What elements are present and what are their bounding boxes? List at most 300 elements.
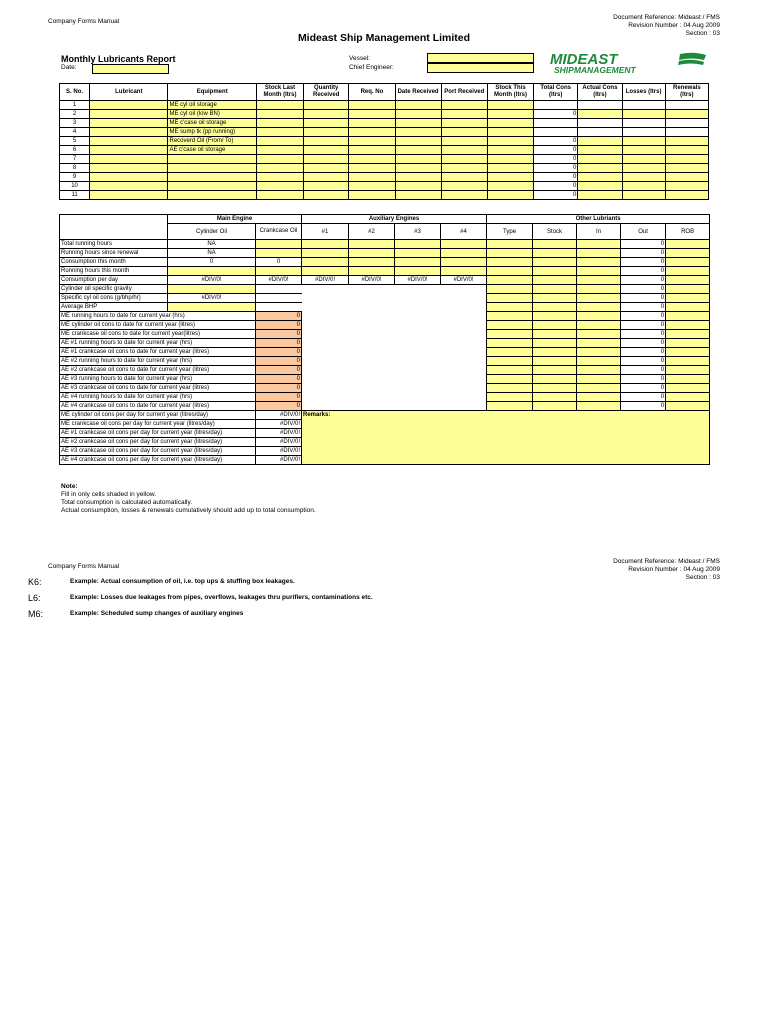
other-lube-input-cell[interactable] bbox=[533, 339, 577, 348]
input-cell[interactable] bbox=[665, 137, 708, 146]
input-cell[interactable] bbox=[395, 155, 441, 164]
ytd-value-cell: 0 bbox=[256, 348, 302, 357]
out-value-cell: 0 bbox=[621, 294, 666, 303]
crankcase-oil-cell: #DIV/0! bbox=[256, 276, 302, 285]
input-cell[interactable] bbox=[487, 101, 533, 110]
row-label: ME crankcase oil cons per day for current year (litres/day) bbox=[60, 420, 256, 429]
input-cell[interactable] bbox=[578, 110, 622, 119]
other-lube-input-cell[interactable] bbox=[487, 240, 533, 249]
table-row bbox=[60, 146, 709, 155]
other-lube-input-cell[interactable] bbox=[487, 285, 533, 294]
input-cell[interactable] bbox=[622, 146, 665, 155]
input-cell[interactable] bbox=[256, 182, 303, 191]
table-row bbox=[60, 119, 709, 128]
blank-cell bbox=[302, 303, 487, 312]
table-row bbox=[60, 164, 709, 173]
row-label: AE #1 running hours to date for current year (hrs) bbox=[60, 339, 256, 348]
table-row bbox=[60, 137, 709, 146]
remarks-field[interactable] bbox=[302, 411, 710, 465]
aux-engine-cell[interactable] bbox=[302, 240, 349, 249]
equipment-cell[interactable] bbox=[168, 182, 256, 191]
rob-input-cell[interactable] bbox=[666, 267, 710, 276]
input-cell[interactable] bbox=[665, 110, 708, 119]
equipment-cell[interactable]: ME cyl oil (low BN) bbox=[168, 110, 256, 119]
input-cell[interactable] bbox=[304, 137, 349, 146]
aux-engine-cell[interactable] bbox=[302, 249, 349, 258]
rob-input-cell[interactable] bbox=[666, 285, 710, 294]
input-cell[interactable] bbox=[395, 191, 441, 200]
lubricant-cell[interactable] bbox=[90, 128, 168, 137]
input-cell[interactable] bbox=[441, 173, 487, 182]
lubricant-cell[interactable] bbox=[90, 146, 168, 155]
out-value-cell: 0 bbox=[621, 249, 666, 258]
input-cell[interactable] bbox=[665, 173, 708, 182]
other-lube-input-cell[interactable] bbox=[533, 366, 577, 375]
rob-input-cell[interactable] bbox=[666, 375, 710, 384]
cylinder-oil-cell[interactable] bbox=[168, 285, 256, 294]
rob-input-cell[interactable] bbox=[666, 402, 710, 411]
per-day-value-cell: #DIV/0! bbox=[256, 438, 302, 447]
other-lube-input-cell[interactable] bbox=[577, 321, 621, 330]
rob-input-cell[interactable] bbox=[666, 339, 710, 348]
equipment-cell[interactable] bbox=[168, 164, 256, 173]
input-cell[interactable] bbox=[578, 173, 622, 182]
mideast-logo bbox=[548, 51, 708, 75]
aux-engine-cell[interactable] bbox=[441, 240, 487, 249]
input-cell[interactable] bbox=[622, 137, 665, 146]
out-value-cell: 0 bbox=[621, 348, 666, 357]
total-cons-cell bbox=[534, 119, 578, 128]
input-cell[interactable] bbox=[487, 110, 533, 119]
equipment-cell[interactable]: AE c'case oil storage bbox=[168, 146, 256, 155]
lube-col-header: Renewals (ltrs) bbox=[665, 84, 708, 101]
blank-cell bbox=[302, 402, 487, 411]
crankcase-oil-cell bbox=[256, 285, 302, 294]
serial-number-cell: 8 bbox=[60, 164, 90, 173]
aux-engine-cell: #DIV/0! bbox=[349, 276, 395, 285]
blank-cell bbox=[302, 294, 487, 303]
input-cell[interactable] bbox=[441, 191, 487, 200]
other-lube-input-cell[interactable] bbox=[533, 294, 577, 303]
input-cell[interactable] bbox=[304, 173, 349, 182]
crankcase-oil-header: Crankcase Oil bbox=[256, 224, 302, 240]
aux-engine-cell: #DIV/0! bbox=[395, 276, 441, 285]
other-lube-input-cell[interactable] bbox=[577, 384, 621, 393]
blank-cell bbox=[302, 321, 487, 330]
consumption-sub-header bbox=[60, 224, 710, 240]
table-row bbox=[60, 155, 709, 164]
aux-engine-cell[interactable] bbox=[302, 258, 349, 267]
other-lube-input-cell[interactable] bbox=[487, 258, 533, 267]
input-cell[interactable] bbox=[665, 146, 708, 155]
input-cell[interactable] bbox=[349, 128, 395, 137]
other-lube-input-cell[interactable] bbox=[487, 267, 533, 276]
document-reference bbox=[500, 14, 720, 37]
input-cell[interactable] bbox=[622, 182, 665, 191]
input-cell[interactable] bbox=[256, 119, 303, 128]
vessel-field[interactable] bbox=[427, 53, 534, 63]
lube-col-header: Lubricant bbox=[90, 84, 168, 101]
lubricant-cell[interactable] bbox=[90, 101, 168, 110]
rob-input-cell[interactable] bbox=[666, 330, 710, 339]
input-cell[interactable] bbox=[487, 128, 533, 137]
input-cell[interactable] bbox=[487, 164, 533, 173]
input-cell[interactable] bbox=[395, 137, 441, 146]
other-lube-input-cell[interactable] bbox=[487, 312, 533, 321]
other-lube-input-cell[interactable] bbox=[487, 249, 533, 258]
table-row bbox=[60, 173, 709, 182]
input-cell[interactable] bbox=[395, 110, 441, 119]
other-lube-input-cell[interactable] bbox=[533, 330, 577, 339]
other-lube-input-cell[interactable] bbox=[487, 375, 533, 384]
date-label: Date: bbox=[61, 64, 77, 71]
input-cell[interactable] bbox=[487, 119, 533, 128]
total-cons-cell: 0 bbox=[534, 110, 578, 119]
input-cell[interactable] bbox=[304, 110, 349, 119]
input-cell[interactable] bbox=[256, 173, 303, 182]
crankcase-oil-cell[interactable] bbox=[256, 249, 302, 258]
other-lube-input-cell[interactable] bbox=[533, 321, 577, 330]
other-lube-input-cell[interactable] bbox=[533, 402, 577, 411]
input-cell[interactable] bbox=[487, 191, 533, 200]
other-lube-input-cell[interactable] bbox=[533, 285, 577, 294]
out-value-cell: 0 bbox=[621, 402, 666, 411]
input-cell[interactable] bbox=[349, 182, 395, 191]
aux-engine-cell[interactable] bbox=[395, 267, 441, 276]
blank-cell bbox=[302, 375, 487, 384]
other-lube-input-cell[interactable] bbox=[487, 384, 533, 393]
input-cell[interactable] bbox=[441, 110, 487, 119]
input-cell[interactable] bbox=[578, 137, 622, 146]
chief-engineer-field[interactable] bbox=[427, 63, 534, 73]
input-cell[interactable] bbox=[304, 101, 349, 110]
ytd-value-cell: 0 bbox=[256, 312, 302, 321]
aux-engine-cell[interactable] bbox=[349, 249, 395, 258]
example-code: L6: bbox=[28, 593, 41, 603]
other-lube-input-cell[interactable] bbox=[487, 366, 533, 375]
other-lube-input-cell[interactable] bbox=[487, 330, 533, 339]
ae1-header: #1 bbox=[302, 224, 349, 240]
rob-input-cell[interactable] bbox=[666, 384, 710, 393]
doc-reference-text: Document Reference: Mideast / FMS bbox=[613, 14, 720, 21]
crankcase-oil-cell[interactable] bbox=[256, 240, 302, 249]
input-cell[interactable] bbox=[256, 101, 303, 110]
input-cell[interactable] bbox=[395, 119, 441, 128]
aux-engine-cell[interactable] bbox=[302, 267, 349, 276]
ae2-header: #2 bbox=[349, 224, 395, 240]
input-cell[interactable] bbox=[578, 164, 622, 173]
other-lube-input-cell[interactable] bbox=[533, 348, 577, 357]
in-header: In bbox=[577, 224, 621, 240]
lubricant-cell[interactable] bbox=[90, 164, 168, 173]
other-lube-input-cell[interactable] bbox=[577, 366, 621, 375]
input-cell[interactable] bbox=[487, 146, 533, 155]
other-lube-input-cell[interactable] bbox=[577, 258, 621, 267]
other-lube-input-cell[interactable] bbox=[533, 375, 577, 384]
lubricant-cell[interactable] bbox=[90, 173, 168, 182]
input-cell[interactable] bbox=[349, 119, 395, 128]
rob-input-cell[interactable] bbox=[666, 276, 710, 285]
input-cell[interactable] bbox=[665, 191, 708, 200]
total-cons-cell: 0 bbox=[534, 155, 578, 164]
input-cell[interactable] bbox=[395, 146, 441, 155]
input-cell[interactable] bbox=[304, 155, 349, 164]
input-cell[interactable] bbox=[665, 182, 708, 191]
input-cell[interactable] bbox=[441, 155, 487, 164]
total-cons-cell bbox=[534, 101, 578, 110]
blank-cell bbox=[60, 215, 168, 224]
aux-engine-cell[interactable] bbox=[395, 240, 441, 249]
lubricant-cell[interactable] bbox=[90, 191, 168, 200]
input-cell[interactable] bbox=[622, 173, 665, 182]
other-lube-input-cell[interactable] bbox=[577, 303, 621, 312]
ytd-value-cell: 0 bbox=[256, 330, 302, 339]
lubricant-cell[interactable] bbox=[90, 137, 168, 146]
other-lube-input-cell[interactable] bbox=[577, 339, 621, 348]
input-cell[interactable] bbox=[349, 137, 395, 146]
input-cell[interactable] bbox=[622, 164, 665, 173]
other-lube-input-cell[interactable] bbox=[533, 384, 577, 393]
input-cell[interactable] bbox=[441, 137, 487, 146]
ae3-header: #3 bbox=[395, 224, 441, 240]
serial-number-cell: 5 bbox=[60, 137, 90, 146]
input-cell[interactable] bbox=[395, 182, 441, 191]
blank-cell bbox=[302, 393, 487, 402]
equipment-cell[interactable]: ME cyl oil storage bbox=[168, 101, 256, 110]
input-cell[interactable] bbox=[349, 146, 395, 155]
other-lube-input-cell[interactable] bbox=[577, 393, 621, 402]
other-lube-input-cell[interactable] bbox=[577, 375, 621, 384]
other-lube-input-cell[interactable] bbox=[577, 330, 621, 339]
rob-input-cell[interactable] bbox=[666, 393, 710, 402]
equipment-cell[interactable] bbox=[168, 155, 256, 164]
crankcase-oil-cell bbox=[256, 303, 302, 312]
vessel-label: Vessel: bbox=[349, 55, 370, 62]
ytd-value-cell: 0 bbox=[256, 393, 302, 402]
other-lube-input-cell[interactable] bbox=[533, 357, 577, 366]
row-label: AE #2 running hours to date for current year (hrs) bbox=[60, 357, 256, 366]
cylinder-oil-header: Cylinder Oil bbox=[168, 224, 256, 240]
equipment-cell[interactable]: Recoverd Oil (From/ To) bbox=[168, 137, 256, 146]
aux-engine-cell[interactable] bbox=[349, 258, 395, 267]
other-lube-input-cell[interactable] bbox=[533, 393, 577, 402]
serial-number-cell: 9 bbox=[60, 173, 90, 182]
input-cell[interactable] bbox=[622, 191, 665, 200]
input-cell[interactable] bbox=[487, 182, 533, 191]
input-cell[interactable] bbox=[349, 110, 395, 119]
other-lube-input-cell[interactable] bbox=[487, 294, 533, 303]
table-row bbox=[60, 240, 710, 249]
input-cell[interactable] bbox=[304, 128, 349, 137]
input-cell[interactable] bbox=[578, 191, 622, 200]
other-lube-input-cell[interactable] bbox=[487, 402, 533, 411]
other-lube-input-cell[interactable] bbox=[533, 267, 577, 276]
row-label: AE #4 crankcase oil cons to date for current year (litres) bbox=[60, 402, 256, 411]
input-cell[interactable] bbox=[395, 128, 441, 137]
input-cell[interactable] bbox=[256, 191, 303, 200]
rob-input-cell[interactable] bbox=[666, 294, 710, 303]
input-cell[interactable] bbox=[349, 164, 395, 173]
aux-engine-cell: #DIV/0! bbox=[302, 276, 349, 285]
equipment-cell[interactable]: ME c'case oil storage bbox=[168, 119, 256, 128]
other-lube-input-cell[interactable] bbox=[533, 258, 577, 267]
out-value-cell: 0 bbox=[621, 330, 666, 339]
aux-engine-cell[interactable] bbox=[349, 240, 395, 249]
other-lube-input-cell[interactable] bbox=[577, 276, 621, 285]
out-value-cell: 0 bbox=[621, 276, 666, 285]
input-cell[interactable] bbox=[578, 182, 622, 191]
input-cell[interactable] bbox=[622, 110, 665, 119]
rob-header: ROB bbox=[666, 224, 710, 240]
crankcase-oil-cell[interactable] bbox=[256, 267, 302, 276]
out-value-cell: 0 bbox=[621, 375, 666, 384]
out-value-cell: 0 bbox=[621, 393, 666, 402]
aux-engine-cell[interactable] bbox=[349, 267, 395, 276]
input-cell[interactable] bbox=[304, 146, 349, 155]
input-cell[interactable] bbox=[441, 146, 487, 155]
other-lube-input-cell[interactable] bbox=[487, 357, 533, 366]
other-lube-input-cell[interactable] bbox=[533, 303, 577, 312]
input-cell bbox=[665, 128, 708, 137]
other-lube-input-cell[interactable] bbox=[577, 267, 621, 276]
table-row bbox=[60, 303, 710, 312]
input-cell[interactable] bbox=[349, 173, 395, 182]
other-lube-input-cell[interactable] bbox=[577, 285, 621, 294]
input-cell[interactable] bbox=[395, 164, 441, 173]
other-lube-input-cell[interactable] bbox=[577, 240, 621, 249]
rob-input-cell[interactable] bbox=[666, 303, 710, 312]
page-title: Mideast Ship Management Limited bbox=[297, 32, 471, 44]
input-cell[interactable] bbox=[349, 101, 395, 110]
row-label: Consumption per day bbox=[60, 276, 168, 285]
input-cell[interactable] bbox=[256, 164, 303, 173]
total-cons-cell: 0 bbox=[534, 173, 578, 182]
other-lube-input-cell[interactable] bbox=[533, 240, 577, 249]
input-cell[interactable] bbox=[349, 155, 395, 164]
rob-input-cell[interactable] bbox=[666, 249, 710, 258]
table-row bbox=[60, 366, 710, 375]
lube-col-header: Req. No bbox=[349, 84, 395, 101]
table-row bbox=[60, 375, 710, 384]
aux-engine-cell[interactable] bbox=[441, 258, 487, 267]
input-cell[interactable] bbox=[578, 155, 622, 164]
input-cell[interactable] bbox=[441, 101, 487, 110]
input-cell[interactable] bbox=[441, 182, 487, 191]
aux-engine-cell[interactable] bbox=[395, 249, 441, 258]
rob-input-cell[interactable] bbox=[666, 357, 710, 366]
input-cell[interactable] bbox=[256, 155, 303, 164]
other-lube-input-cell[interactable] bbox=[487, 276, 533, 285]
row-label: Consumption this month bbox=[60, 258, 168, 267]
input-cell[interactable] bbox=[665, 164, 708, 173]
other-lube-input-cell[interactable] bbox=[487, 393, 533, 402]
per-day-value-cell: #DIV/0! bbox=[256, 447, 302, 456]
rob-input-cell[interactable] bbox=[666, 348, 710, 357]
input-cell[interactable] bbox=[256, 110, 303, 119]
equipment-cell[interactable]: ME sump tk (pp running) bbox=[168, 128, 256, 137]
date-field[interactable] bbox=[92, 64, 169, 74]
consumption-group-header bbox=[60, 215, 710, 224]
lubricant-cell[interactable] bbox=[90, 182, 168, 191]
lube-col-header: Losses (ltrs) bbox=[622, 84, 665, 101]
rob-input-cell[interactable] bbox=[666, 258, 710, 267]
other-lube-input-cell[interactable] bbox=[577, 249, 621, 258]
example-text: Example: Losses due leakages from pipes, overflows, leakages thru purifiers, contaminations etc. bbox=[70, 594, 373, 601]
other-lube-input-cell[interactable] bbox=[487, 348, 533, 357]
input-cell[interactable] bbox=[622, 155, 665, 164]
other-lube-input-cell[interactable] bbox=[577, 348, 621, 357]
ae4-header: #4 bbox=[441, 224, 487, 240]
row-label: Average BHP bbox=[60, 303, 168, 312]
cylinder-oil-cell[interactable] bbox=[168, 267, 256, 276]
serial-number-cell: 3 bbox=[60, 119, 90, 128]
cylinder-oil-cell[interactable] bbox=[168, 303, 256, 312]
input-cell[interactable] bbox=[665, 155, 708, 164]
input-cell[interactable] bbox=[304, 191, 349, 200]
input-cell[interactable] bbox=[256, 128, 303, 137]
aux-engine-cell[interactable] bbox=[441, 267, 487, 276]
row-label: Running hours since renewal bbox=[60, 249, 168, 258]
input-cell[interactable] bbox=[441, 128, 487, 137]
rob-input-cell[interactable] bbox=[666, 366, 710, 375]
total-cons-cell: 0 bbox=[534, 164, 578, 173]
lube-col-header: Stock Last Month (ltrs) bbox=[256, 84, 303, 101]
aux-engine-cell[interactable] bbox=[441, 249, 487, 258]
other-lube-input-cell[interactable] bbox=[577, 402, 621, 411]
other-lube-input-cell[interactable] bbox=[487, 303, 533, 312]
input-cell[interactable] bbox=[441, 119, 487, 128]
other-lube-input-cell[interactable] bbox=[577, 312, 621, 321]
input-cell[interactable] bbox=[395, 173, 441, 182]
input-cell[interactable] bbox=[304, 164, 349, 173]
other-lube-input-cell[interactable] bbox=[577, 357, 621, 366]
input-cell[interactable] bbox=[349, 191, 395, 200]
other-lube-input-cell[interactable] bbox=[487, 339, 533, 348]
equipment-cell[interactable] bbox=[168, 191, 256, 200]
other-lube-input-cell[interactable] bbox=[533, 249, 577, 258]
consumption-table bbox=[59, 214, 710, 465]
input-cell[interactable] bbox=[487, 137, 533, 146]
other-lube-input-cell[interactable] bbox=[487, 321, 533, 330]
other-lubricants-header: Other Lubriants bbox=[487, 215, 710, 224]
lubricant-cell[interactable] bbox=[90, 119, 168, 128]
input-cell[interactable] bbox=[256, 137, 303, 146]
row-label: ME cylinder oil cons per day for current year (litres/day) bbox=[60, 411, 256, 420]
input-cell[interactable] bbox=[304, 119, 349, 128]
total-cons-cell: 0 bbox=[534, 137, 578, 146]
notes-block bbox=[61, 483, 461, 515]
row-label: Cylinder oil specific gravity bbox=[60, 285, 168, 294]
input-cell[interactable] bbox=[487, 173, 533, 182]
input-cell[interactable] bbox=[441, 164, 487, 173]
other-lube-input-cell[interactable] bbox=[533, 312, 577, 321]
input-cell[interactable] bbox=[395, 101, 441, 110]
other-lube-input-cell[interactable] bbox=[533, 276, 577, 285]
other-lube-input-cell[interactable] bbox=[577, 294, 621, 303]
rob-input-cell[interactable] bbox=[666, 240, 710, 249]
rob-input-cell[interactable] bbox=[666, 312, 710, 321]
equipment-cell[interactable] bbox=[168, 173, 256, 182]
section-text: Section : 03 bbox=[685, 574, 720, 581]
aux-engine-cell[interactable] bbox=[395, 258, 441, 267]
input-cell[interactable] bbox=[578, 146, 622, 155]
input-cell[interactable] bbox=[304, 182, 349, 191]
input-cell[interactable] bbox=[256, 146, 303, 155]
lubricant-cell[interactable] bbox=[90, 110, 168, 119]
rob-input-cell[interactable] bbox=[666, 321, 710, 330]
lubricant-cell[interactable] bbox=[90, 155, 168, 164]
input-cell[interactable] bbox=[487, 155, 533, 164]
